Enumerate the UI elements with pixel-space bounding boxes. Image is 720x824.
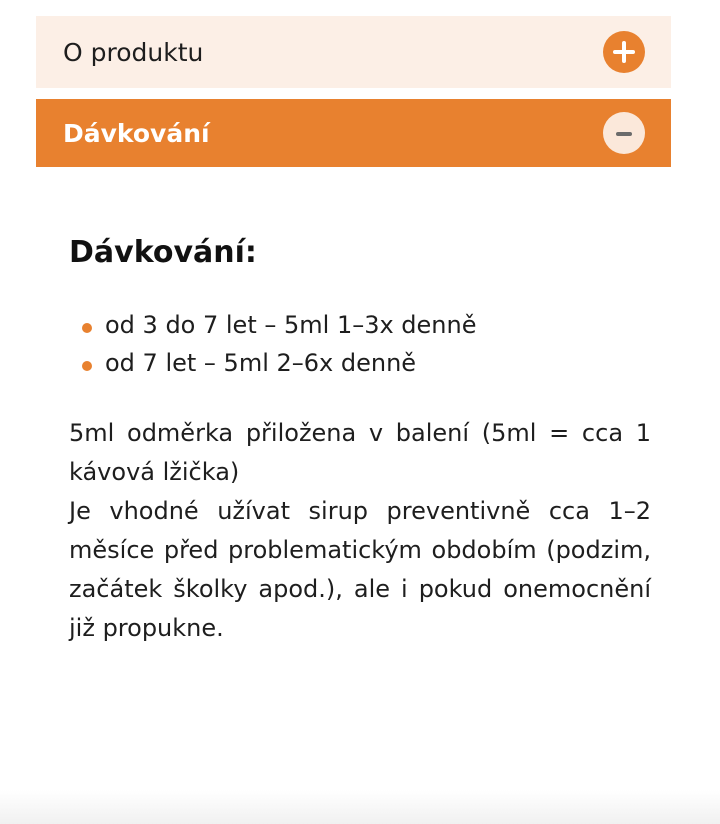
accordion-panel-davkovani xyxy=(69,232,651,648)
plus-icon[interactable] xyxy=(603,31,645,73)
bullet-icon xyxy=(82,323,92,333)
accordion-title: O produktu xyxy=(63,37,204,67)
bullet-icon xyxy=(82,361,92,371)
usage-note: Je vhodné užívat sirup preventivně cca 1–2 měsíce před problematickým obdobím (podzim, začátek školky apod.), ale i pokud onemocnění již propukne. xyxy=(69,497,651,642)
bottom-shadow xyxy=(0,790,720,824)
measuring-cup-note: 5ml odměrka přiložena v balení (5ml = cca 1 kávová lžička) xyxy=(69,419,651,486)
list-item-text: od 3 do 7 let – 5ml 1–3x denně xyxy=(105,311,477,339)
panel-text xyxy=(69,414,651,648)
panel-heading: Dávkování: xyxy=(69,235,257,270)
accordion-header-davkovani[interactable] xyxy=(36,99,671,167)
list-item-text: od 7 let – 5ml 2–6x denně xyxy=(105,349,417,377)
list-item xyxy=(69,344,651,382)
accordion-header-o-produktu[interactable] xyxy=(36,16,671,88)
accordion-title: Dávkování xyxy=(63,118,210,148)
minus-icon[interactable] xyxy=(603,112,645,154)
dosage-list xyxy=(69,306,651,382)
list-item xyxy=(69,306,651,344)
